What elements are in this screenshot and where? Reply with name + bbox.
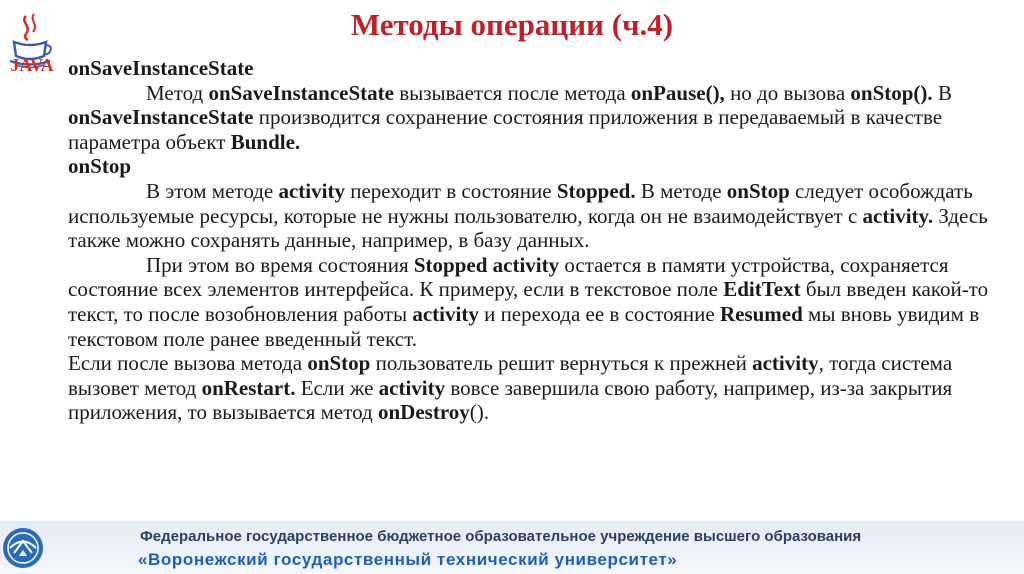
text-run: activity [752,351,819,376]
text-run: мы вновь увидим в текстовом поле ранее введенный текст. [68,301,980,351]
text-run: При этом во время состояния [146,252,414,277]
text-run: остается в памяти устройства, сохраняется состояние всех элементов интерфейса. К примеру, если в текстовое поле [68,252,949,302]
heading-onstop [68,154,1008,179]
text-run: Здесь также можно сохранять данные, например, в базу данных. [68,203,988,253]
footer [0,521,1024,574]
text-run: производится сохранение состояния приложения в передаваемый в качестве параметра объект [68,105,943,154]
text-run: activity. [862,203,934,228]
text-run: переходит в состояние [344,178,557,203]
text-run: В методе [635,178,727,203]
text-run: onSaveInstanceState [68,105,254,130]
java-wordmark: JAVA [10,55,54,75]
text-run: (). [469,400,490,425]
footer-university-name: «Воронежский государственный технический университет» [138,550,678,569]
paragraph-onrestart [68,351,1008,425]
heading-onsaveinstancestate [68,56,1008,81]
text-run: следует особождать используемые ресурсы, которые не нужны пользователю, когда он не взаимодействует с [68,178,973,228]
text-run: Stopped. [556,178,636,203]
text-run: onSaveInstanceState [68,56,254,80]
text-run: onStop [68,154,132,179]
text-run: вовсе завершила свою работу, например, из-за закрытия приложения, то вызывается метод [68,375,953,425]
text-run: onStop [726,178,790,203]
text-run: пользователь решит вернуться к прежней [370,351,753,376]
text-run: onDestroy [378,400,470,425]
text-run: onPause(), [630,80,725,105]
text-run: activity [278,178,345,203]
text-run: но до вызова [724,80,851,105]
paragraph-onstop [68,179,1008,253]
text-run: Bundle. [230,129,301,154]
text-run: onStop(). [850,80,933,105]
paragraph-onsaveinstancestate [68,81,1008,155]
text-run: activity [378,375,446,400]
paragraph-stopped-state [68,253,1008,351]
text-run: , тогда система вызовет метод [68,351,953,400]
text-run: onStop [307,351,371,376]
text-run: Stopped activity [413,252,560,277]
slide-title: Методы операции (ч.4) [350,7,674,42]
text-run: В [932,80,952,105]
text-run: был введен какой-то текст, то после возобновления работы [68,277,989,326]
slide-content [68,56,1008,425]
text-run: onRestart. [201,375,296,400]
text-run: и перехода ее в состояние [478,301,720,326]
text-run: Метод [146,80,209,105]
text-run: Resumed [719,301,803,326]
text-run: EditText [723,277,801,302]
footer-institution-line: Федеральное государственное бюджетное образовательное учреждение высшего образования [140,528,862,545]
text-run: Если после вызова метода [68,351,308,376]
text-run: вызывается после метода [393,80,631,105]
text-run: onSaveInstanceState [208,80,394,105]
text-run: activity [412,301,479,326]
university-emblem-icon [0,523,46,573]
text-run: Если же [295,375,379,400]
text-run: В этом методе [146,178,279,203]
